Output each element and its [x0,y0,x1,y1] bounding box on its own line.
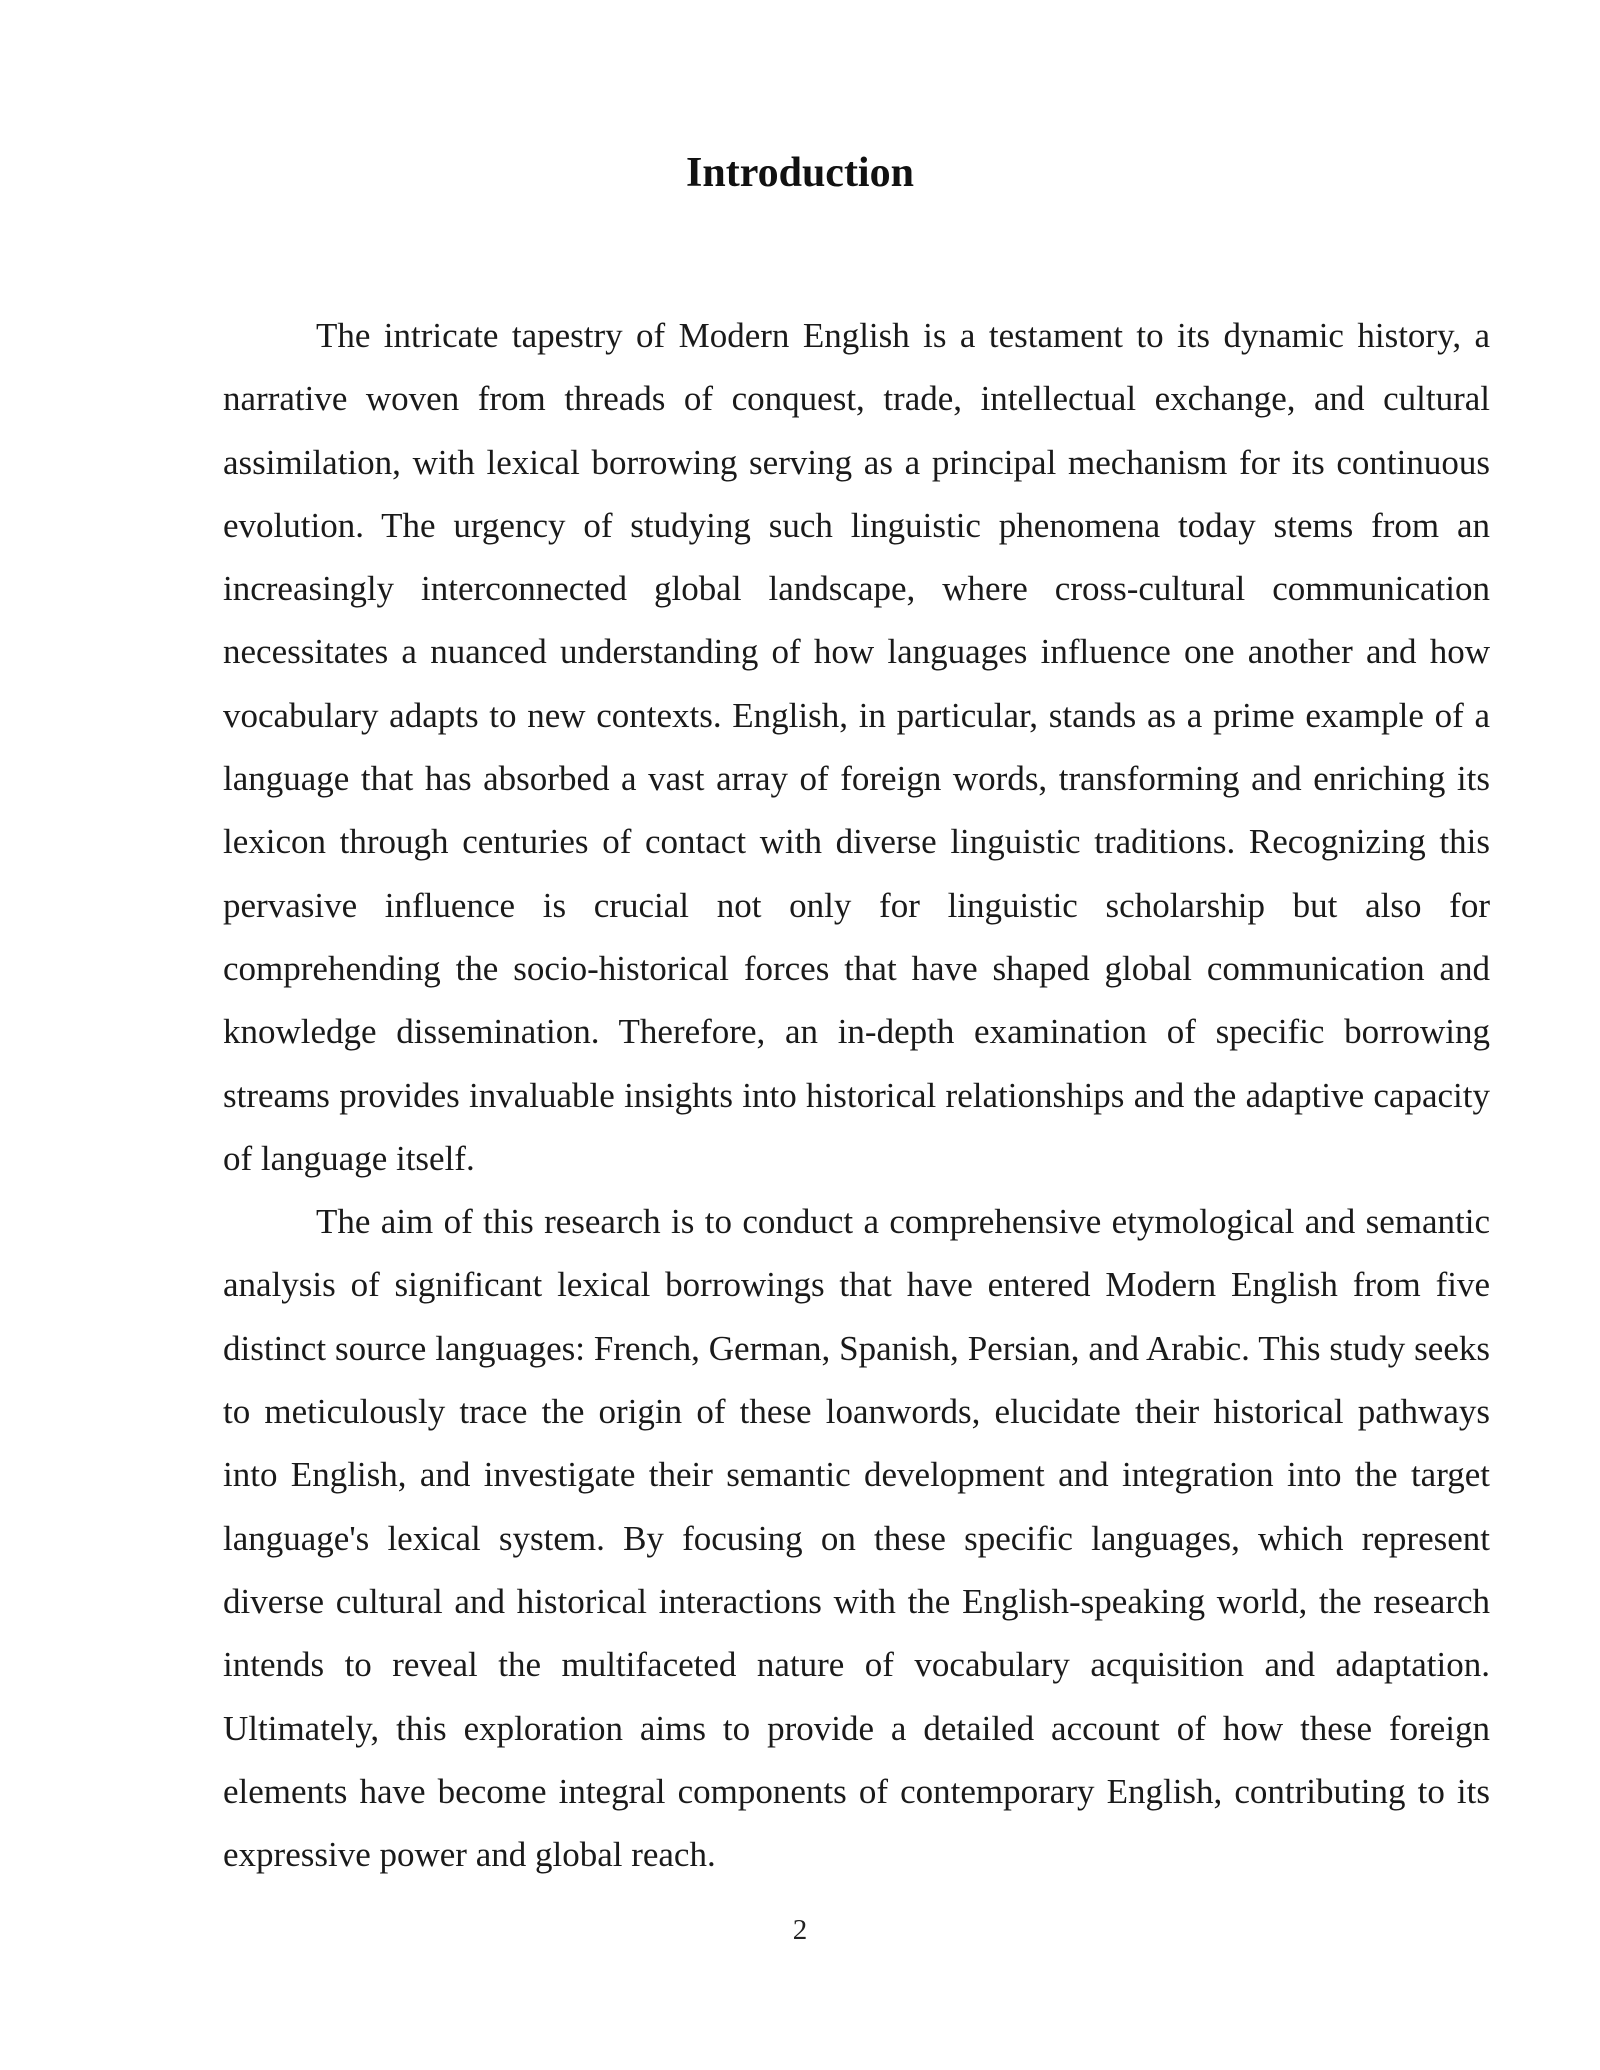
page-number: 2 [792,1914,808,1946]
page-title: Introduction [686,150,914,196]
paragraph-1: The intricate tapestry of Modern English is a testament to its dynamic history, a narrative woven from threads of conquest, trade, intellectual exchange, and cultural assimilation, with lexical borrowing serving as a principal mechanism for its continuous evolution. The urgency of studying such linguistic phenomena today stems from an increasingly interconnected global landscape, where cross-cultural communication necessitates a nuanced understanding of how languages influence one another and how vocabulary adapts to new contexts. English, in particular, stands as a prime example of a language that has absorbed a vast array of foreign words, transforming and enriching its lexicon through centuries of contact with diverse linguistic traditions. Recognizing this pervasive influence is crucial not only for linguistic scholarship but also for comprehending the socio-historical forces that have shaped global communication and knowledge dissemination. Therefore, an in-depth examination of specific borrowing streams provides invaluable insights into historical relationships and the adaptive capacity of language itself. [223,316,1490,1178]
paragraph-2: The aim of this research is to conduct a comprehensive etymological and semantic analysis of significant lexical borrowings that have entered Modern English from five distinct source languages: French, German, Spanish, Persian, and Arabic. This study seeks to meticulously trace the origin of these loanwords, elucidate their historical pathways into English, and investigate their semantic development and integration into the target language's lexical system. By focusing on these specific languages, which represent diverse cultural and historical interactions with the English-speaking world, the research intends to reveal the multifaceted nature of vocabulary acquisition and adaptation. Ultimately, this exploration aims to provide a detailed account of how these foreign elements have become integral components of contemporary English, contributing to its expressive power and global reach. [223,1202,1490,1875]
body-text [223,304,1490,1886]
